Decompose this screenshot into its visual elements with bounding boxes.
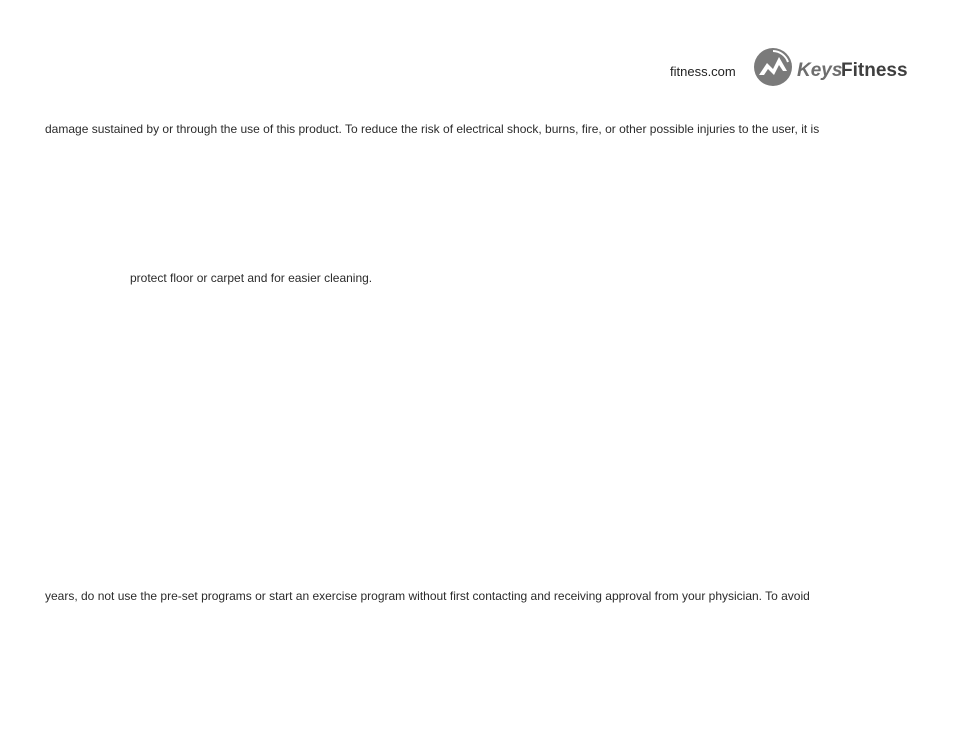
logo-text-fitness: Fitness (841, 60, 908, 81)
body-text-line-1: damage sustained by or through the use of this product. To reduce the risk of electrical shock, burns, fire, or other possible injuries to the user, it is (45, 122, 820, 136)
body-text-line-2: protect floor or carpet and for easier cleaning. (130, 271, 373, 285)
keys-fitness-logo (753, 45, 913, 89)
logo-emblem-icon (754, 48, 792, 86)
body-text-line-3: years, do not use the pre-set programs or start an exercise program without first contacting and receiving approval from your physician. To avoid (45, 589, 810, 603)
logo-text-keys: Keys (797, 60, 843, 81)
site-url-text: fitness.com (670, 64, 736, 79)
